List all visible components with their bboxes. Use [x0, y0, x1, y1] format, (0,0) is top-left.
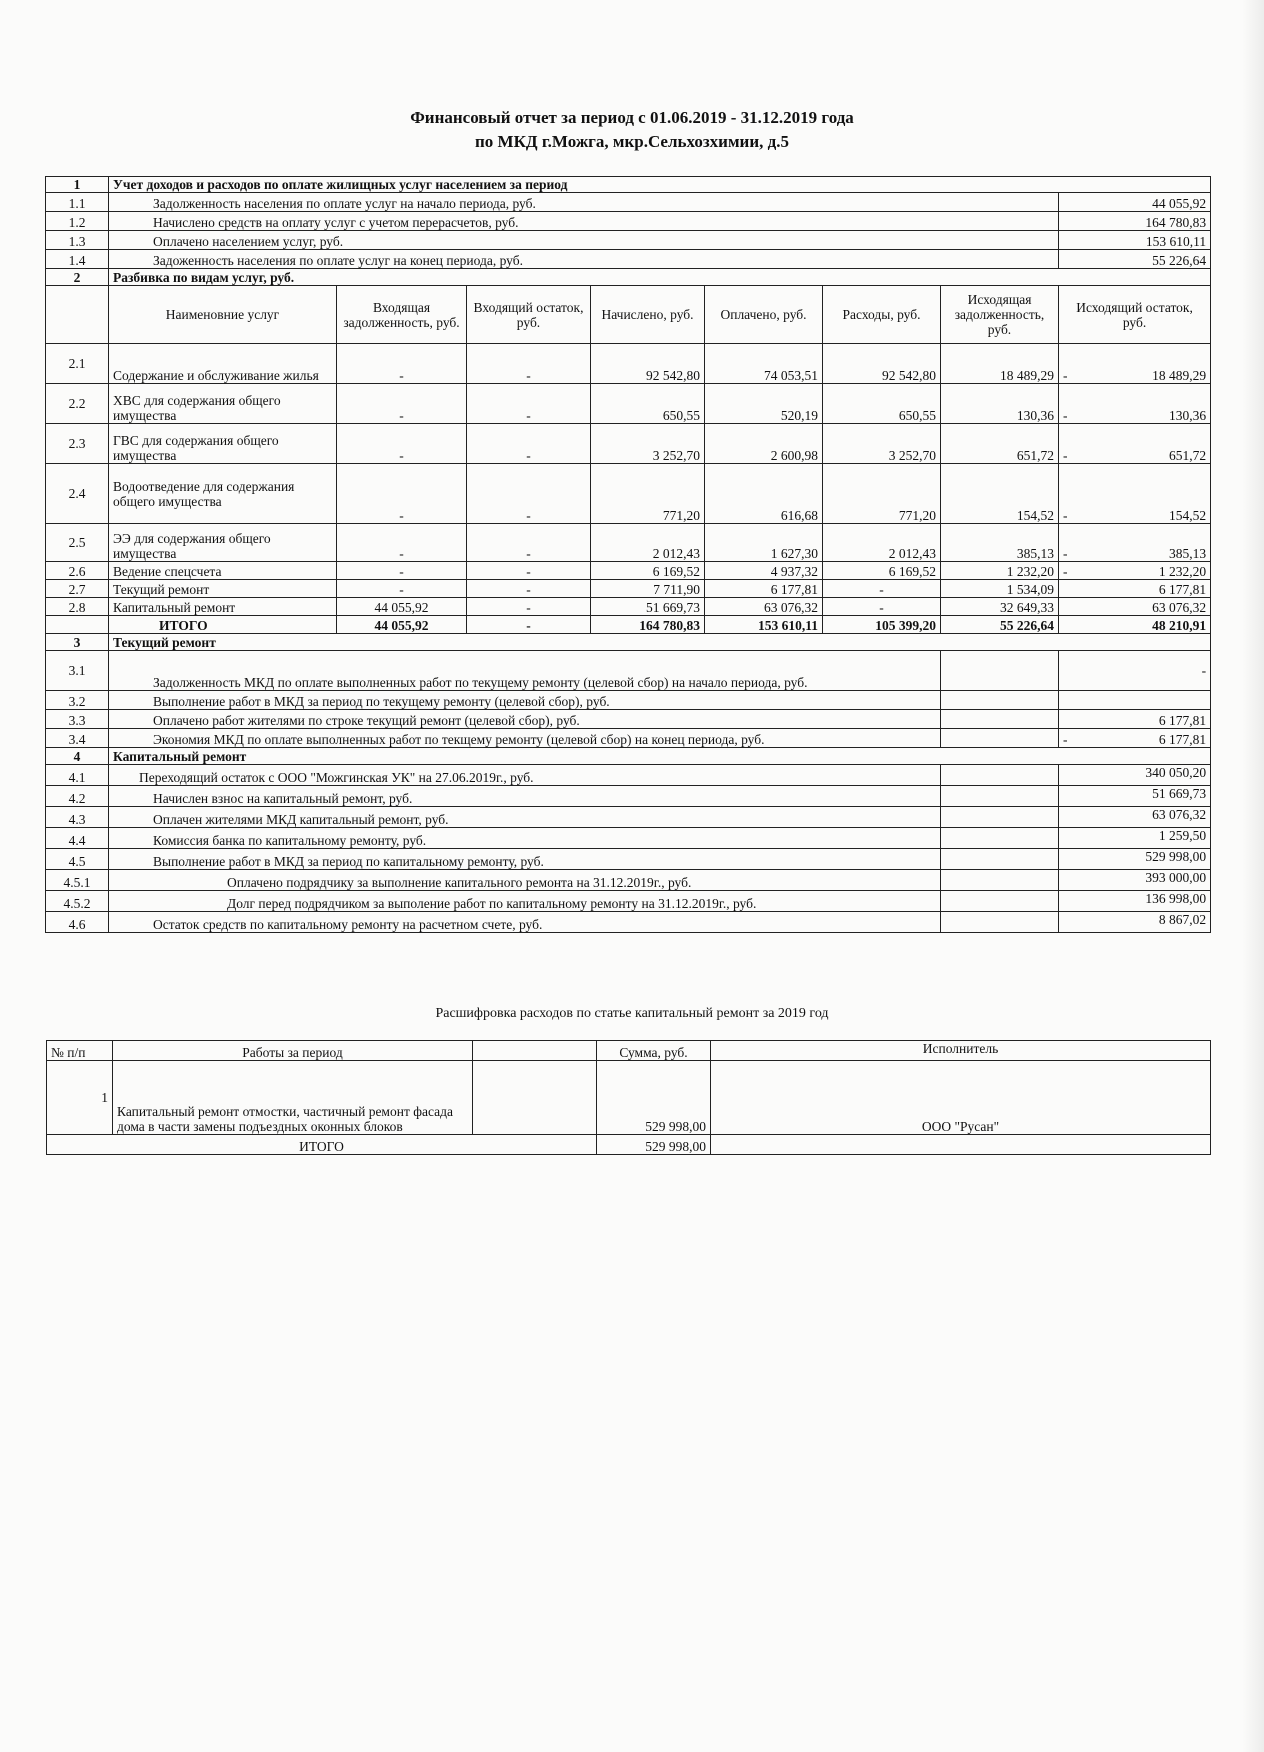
row-value: 340 050,20 [1059, 765, 1211, 786]
paid: 616,68 [705, 464, 823, 524]
paid: 6 177,81 [705, 580, 823, 598]
table-row [46, 765, 1211, 786]
table-row [46, 691, 1211, 710]
column-header: Исходящий остаток, руб. [1059, 286, 1211, 344]
service-name: ХВС для содержания общего имущества [109, 384, 337, 424]
row-value: 44 055,92 [1059, 193, 1211, 212]
section-number: 3 [46, 634, 109, 651]
service-row [46, 384, 1211, 424]
outgoing-balance-value: 651,72 [1168, 448, 1207, 463]
column-header: Входящая задолженность, руб. [337, 286, 467, 344]
incoming-debt: - [337, 384, 467, 424]
charged: 7 711,90 [591, 580, 705, 598]
table-row [46, 849, 1211, 870]
empty-cell [941, 710, 1059, 729]
row-number: 3.2 [46, 691, 109, 710]
charged: 6 169,52 [591, 562, 705, 580]
column-header: Сумма, руб. [597, 1041, 711, 1061]
scan-edge-shadow [1242, 0, 1264, 1752]
outgoing-debt: 1 232,20 [941, 562, 1059, 580]
outgoing-balance [1059, 384, 1211, 424]
row-label: Начислено средств на оплату услуг с учетом перерасчетов, руб. [109, 212, 1059, 231]
minus-sign: - [1063, 546, 1068, 561]
report-title [0, 106, 1264, 154]
table-row [46, 807, 1211, 828]
expenses: 771,20 [823, 464, 941, 524]
row-value: 529 998,00 [1059, 849, 1211, 870]
outgoing-debt: 1 534,09 [941, 580, 1059, 598]
table-row [46, 212, 1211, 231]
row-label: Переходящий остаток с ООО "Можгинская УК" на 27.06.2019г., руб. [109, 765, 941, 786]
incoming-balance: - [467, 424, 591, 464]
service-name: Содержание и обслуживание жилья [109, 344, 337, 384]
row-value: 153 610,11 [1059, 231, 1211, 250]
services-header-row [46, 286, 1211, 344]
row-value: 51 669,73 [1059, 786, 1211, 807]
outgoing-balance [1059, 464, 1211, 524]
row-number: 4.6 [46, 912, 109, 933]
outgoing-debt: 154,52 [941, 464, 1059, 524]
row-number: 2.2 [46, 384, 109, 424]
row-number: 1.4 [46, 250, 109, 269]
paid: 2 600,98 [705, 424, 823, 464]
incoming-debt: - [337, 464, 467, 524]
row-number: 1.1 [46, 193, 109, 212]
incoming-balance: - [467, 344, 591, 384]
total-incoming-debt: 44 055,92 [337, 616, 467, 634]
row-value: 393 000,00 [1059, 870, 1211, 891]
row-number: 2.5 [46, 524, 109, 562]
service-row [46, 464, 1211, 524]
row-value [1059, 691, 1211, 710]
section-number: 2 [46, 269, 109, 286]
expenses: 650,55 [823, 384, 941, 424]
incoming-debt: - [337, 424, 467, 464]
total-sum: 529 998,00 [597, 1135, 711, 1155]
service-row [46, 524, 1211, 562]
row-label: Оплачен жителями МКД капитальный ремонт, руб. [109, 807, 941, 828]
charged: 2 012,43 [591, 524, 705, 562]
row-number: 2.8 [46, 598, 109, 616]
expenses: 92 542,80 [823, 344, 941, 384]
section-title: Текущий ремонт [109, 634, 1211, 651]
column-header: Наименовние услуг [109, 286, 337, 344]
row-number: 1 [47, 1061, 113, 1135]
capital-repair-detail-table [46, 1040, 1211, 1155]
empty-cell [941, 891, 1059, 912]
row-number: 4.4 [46, 828, 109, 849]
outgoing-balance [1059, 562, 1211, 580]
outgoing-balance-value: 130,36 [1168, 408, 1207, 423]
empty-cell [46, 286, 109, 344]
incoming-debt: - [337, 344, 467, 384]
service-row [46, 562, 1211, 580]
outgoing-debt: 18 489,29 [941, 344, 1059, 384]
service-name: ЭЭ для содержания общего имущества [109, 524, 337, 562]
empty-cell [941, 691, 1059, 710]
section-title: Разбивка по видам услуг, руб. [109, 269, 1211, 286]
column-header: Работы за период [113, 1041, 473, 1061]
row-label: Остаток средств по капитальному ремонту на расчетном счете, руб. [109, 912, 941, 933]
row-label: Начислен взнос на капитальный ремонт, руб. [109, 786, 941, 807]
row-label: Оплачено работ жителями по строке текущий ремонт (целевой сбор), руб. [109, 710, 941, 729]
service-name: Текущий ремонт [109, 580, 337, 598]
row-value: 8 867,02 [1059, 912, 1211, 933]
row-number: 2.6 [46, 562, 109, 580]
table-row [46, 786, 1211, 807]
paid: 520,19 [705, 384, 823, 424]
minus-sign: - [1063, 408, 1068, 423]
charged: 51 669,73 [591, 598, 705, 616]
incoming-balance: - [467, 598, 591, 616]
minus-sign: - [1063, 732, 1068, 747]
service-name: ГВС для содержания общего имущества [109, 424, 337, 464]
expenses: 6 169,52 [823, 562, 941, 580]
outgoing-balance: 63 076,32 [1059, 598, 1211, 616]
charged: 771,20 [591, 464, 705, 524]
row-number: 4.2 [46, 786, 109, 807]
empty-cell [941, 729, 1059, 748]
incoming-balance: - [467, 464, 591, 524]
table-row [46, 870, 1211, 891]
total-charged: 164 780,83 [591, 616, 705, 634]
expenses: 3 252,70 [823, 424, 941, 464]
incoming-debt: - [337, 524, 467, 562]
outgoing-debt: 385,13 [941, 524, 1059, 562]
row-label: Выполнение работ в МКД за период по текущему ремонту (целевой сбор), руб. [109, 691, 941, 710]
table-row [46, 729, 1211, 748]
empty-cell [46, 616, 109, 634]
minus-sign: - [1063, 368, 1068, 383]
empty-cell [711, 1135, 1211, 1155]
empty-cell [941, 786, 1059, 807]
service-row [46, 344, 1211, 384]
column-header: Входящий остаток, руб. [467, 286, 591, 344]
row-label: Задолженность МКД по оплате выполненных работ по текущему ремонту (целевой сбор) на начало периода, руб. [109, 651, 941, 691]
empty-cell [941, 912, 1059, 933]
expenses: 2 012,43 [823, 524, 941, 562]
paid: 1 627,30 [705, 524, 823, 562]
outgoing-balance: 6 177,81 [1059, 580, 1211, 598]
incoming-balance: - [467, 562, 591, 580]
outgoing-balance [1059, 344, 1211, 384]
row-number: 3.4 [46, 729, 109, 748]
row-number: 3.3 [46, 710, 109, 729]
table-row [46, 891, 1211, 912]
incoming-debt: - [337, 580, 467, 598]
column-header: Расходы, руб. [823, 286, 941, 344]
minus-sign: - [1063, 508, 1068, 523]
total-paid: 153 610,11 [705, 616, 823, 634]
row-label: Оплачено населением услуг, руб. [109, 231, 1059, 250]
row-number: 4.3 [46, 807, 109, 828]
row-value-number: 6 177,81 [1158, 732, 1207, 747]
detail-title: Расшифровка расходов по статье капитальный ремонт за 2019 год [435, 1006, 829, 1021]
row-number: 2.7 [46, 580, 109, 598]
row-value: 136 998,00 [1059, 891, 1211, 912]
total-expenses: 105 399,20 [823, 616, 941, 634]
total-outgoing-balance: 48 210,91 [1059, 616, 1211, 634]
row-number: 1.3 [46, 231, 109, 250]
section-3-header [46, 634, 1211, 651]
service-row [46, 598, 1211, 616]
incoming-balance: - [467, 524, 591, 562]
section-title: Учет доходов и расходов по оплате жилищных услуг населением за период [109, 177, 1211, 193]
report-title-line1: Финансовый отчет за период с 01.06.2019 - 31.12.2019 года [410, 108, 854, 127]
outgoing-balance [1059, 524, 1211, 562]
row-number: 3.1 [46, 651, 109, 691]
row-number: 2.3 [46, 424, 109, 464]
outgoing-balance-value: 1 232,20 [1158, 564, 1207, 579]
row-label: Долг перед подрядчиком за выполение работ по капитальному ремонту на 31.12.2019г., руб. [109, 891, 941, 912]
outgoing-debt: 651,72 [941, 424, 1059, 464]
section-title: Капитальный ремонт [109, 748, 1211, 765]
detail-row [47, 1061, 1211, 1135]
row-label: Задолженность населения по оплате услуг на начало периода, руб. [109, 193, 1059, 212]
empty-cell [473, 1041, 597, 1061]
service-name: Водоотведение для содержания общего имущества [109, 464, 337, 524]
minus-sign: - [1063, 448, 1068, 463]
section-1-header [46, 177, 1211, 193]
table-row [46, 828, 1211, 849]
column-header: Исполнитель [711, 1041, 1211, 1061]
row-label: Комиссия банка по капитальному ремонту, руб. [109, 828, 941, 849]
service-name: Ведение спецсчета [109, 562, 337, 580]
row-number: 4.5 [46, 849, 109, 870]
row-value: 6 177,81 [1059, 710, 1211, 729]
row-value: 164 780,83 [1059, 212, 1211, 231]
empty-cell [473, 1061, 597, 1135]
row-value: - [1059, 651, 1211, 691]
paid: 74 053,51 [705, 344, 823, 384]
financial-report-table [45, 176, 1211, 933]
empty-cell [941, 651, 1059, 691]
charged: 650,55 [591, 384, 705, 424]
outgoing-balance-value: 18 489,29 [1152, 368, 1207, 383]
detail-total-row [47, 1135, 1211, 1155]
empty-cell [941, 807, 1059, 828]
outgoing-balance-value: 385,13 [1168, 546, 1207, 561]
table-row [46, 231, 1211, 250]
outgoing-balance-value: 154,52 [1168, 508, 1207, 523]
column-header: № п/п [47, 1041, 113, 1061]
row-number: 2.1 [46, 344, 109, 384]
outgoing-balance [1059, 424, 1211, 464]
services-total-row [46, 616, 1211, 634]
work-description: Капитальный ремонт отмостки, частичный ремонт фасада дома в части замены подъездных оконных блоков [113, 1061, 473, 1135]
row-label: Экономия МКД по оплате выполненных работ по текщему ремонту (целевой сбор) на конец периода, руб. [109, 729, 941, 748]
table-row [46, 651, 1211, 691]
incoming-debt: 44 055,92 [337, 598, 467, 616]
row-label: Задоженность населения по оплате услуг на конец периода, руб. [109, 250, 1059, 269]
table-row [46, 912, 1211, 933]
service-row [46, 580, 1211, 598]
detail-header-row [47, 1041, 1211, 1061]
total-label: ИТОГО [47, 1135, 597, 1155]
row-label: Оплачено подрядчику за выполнение капитального ремонта на 31.12.2019г., руб. [109, 870, 941, 891]
charged: 92 542,80 [591, 344, 705, 384]
expenses: - [823, 598, 941, 616]
row-number: 2.4 [46, 464, 109, 524]
total-outgoing-debt: 55 226,64 [941, 616, 1059, 634]
empty-cell [941, 828, 1059, 849]
incoming-balance: - [467, 580, 591, 598]
incoming-debt: - [337, 562, 467, 580]
executor: ООО "Русан" [711, 1061, 1211, 1135]
table-row [46, 193, 1211, 212]
row-value: 55 226,64 [1059, 250, 1211, 269]
paid: 63 076,32 [705, 598, 823, 616]
row-value [1059, 729, 1211, 748]
service-row [46, 424, 1211, 464]
row-label: Выполнение работ в МКД за период по капитальному ремонту, руб. [109, 849, 941, 870]
section-2-header [46, 269, 1211, 286]
column-header: Исходящая задолженность, руб. [941, 286, 1059, 344]
incoming-balance: - [467, 384, 591, 424]
row-value: 1 259,50 [1059, 828, 1211, 849]
work-sum: 529 998,00 [597, 1061, 711, 1135]
row-number: 4.5.1 [46, 870, 109, 891]
total-incoming-balance: - [467, 616, 591, 634]
charged: 3 252,70 [591, 424, 705, 464]
section-number: 4 [46, 748, 109, 765]
outgoing-debt: 32 649,33 [941, 598, 1059, 616]
report-title-line2: по МКД г.Можга, мкр.Сельхозхимии, д.5 [475, 132, 789, 151]
minus-sign: - [1063, 564, 1068, 579]
column-header: Начислено, руб. [591, 286, 705, 344]
total-label: ИТОГО [109, 616, 337, 634]
paid: 4 937,32 [705, 562, 823, 580]
outgoing-debt: 130,36 [941, 384, 1059, 424]
row-number: 4.5.2 [46, 891, 109, 912]
table-row [46, 250, 1211, 269]
service-name: Капитальный ремонт [109, 598, 337, 616]
row-number: 4.1 [46, 765, 109, 786]
column-header: Оплачено, руб. [705, 286, 823, 344]
empty-cell [941, 765, 1059, 786]
expenses: - [823, 580, 941, 598]
row-number: 1.2 [46, 212, 109, 231]
empty-cell [941, 870, 1059, 891]
empty-cell [941, 849, 1059, 870]
table-row [46, 710, 1211, 729]
section-number: 1 [46, 177, 109, 193]
section-4-header [46, 748, 1211, 765]
row-value: 63 076,32 [1059, 807, 1211, 828]
